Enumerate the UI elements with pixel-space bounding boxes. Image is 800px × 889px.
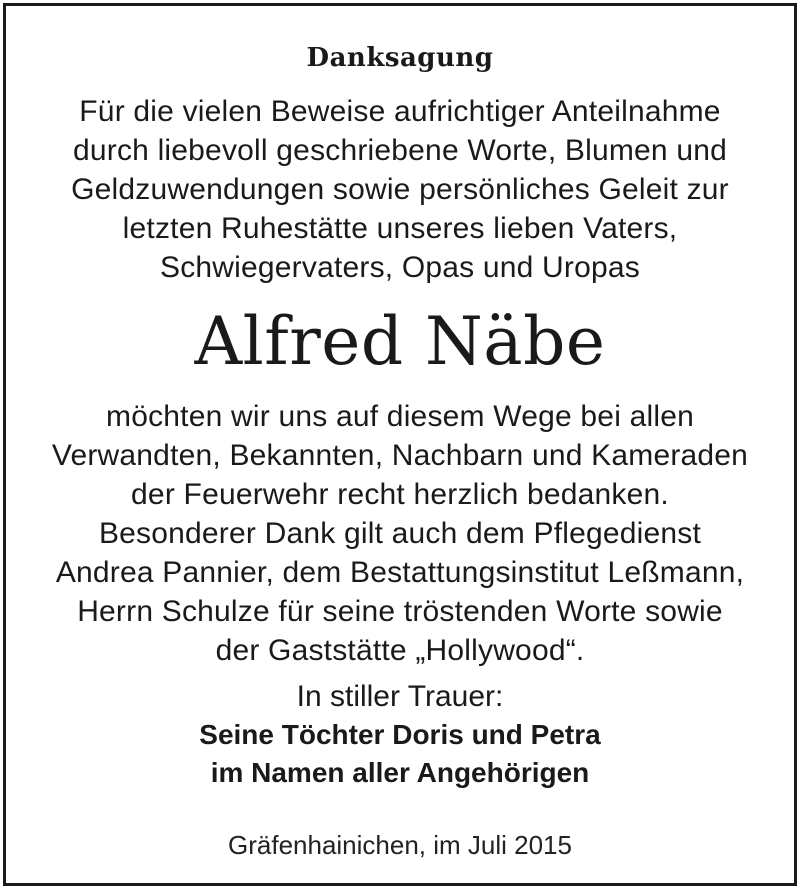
intro-line: Geldzuwendungen sowie persönliches Geleit zur [71,173,729,206]
thanks-line: der Gaststätte „Hollywood“. [215,634,585,667]
thanks-line: Andrea Pannier, dem Bestattungsinstitut Leßmann, [55,556,745,589]
intro-line: Für die vielen Beweise aufrichtiger Anteilnahme [79,95,721,128]
intro-paragraph [6,92,794,287]
notice-frame [3,3,797,886]
notice-heading: Danksagung [306,43,494,73]
signers-block [6,716,794,792]
thanks-line: der Feuerwehr recht herzlich bedanken. [131,478,669,511]
intro-line: letzten Ruhestätte unseres lieben Vaters, [122,212,678,245]
deceased-name: Alfred Näbe [194,303,606,380]
intro-line: Schwiegervaters, Opas und Uropas [160,251,640,284]
thanks-line: Verwandten, Bekannten, Nachbarn und Kameraden [51,439,749,472]
intro-line: durch liebevoll geschriebene Worte, Blumen und [72,134,728,167]
signer-line: im Namen aller Angehörigen [210,757,590,788]
mourning-label: In stiller Trauer: [296,680,504,713]
signer-line: Seine Töchter Doris und Petra [199,719,601,750]
thanks-line: möchten wir uns auf diesem Wege bei allen [106,400,694,433]
place-date: Gräfenhainichen, im Juli 2015 [228,830,572,860]
thanks-line: Besonderer Dank gilt auch dem Pflegedienst [98,517,702,550]
thanks-line: Herrn Schulze für seine tröstenden Worte sowie [77,595,723,628]
thanks-paragraph [6,397,794,670]
